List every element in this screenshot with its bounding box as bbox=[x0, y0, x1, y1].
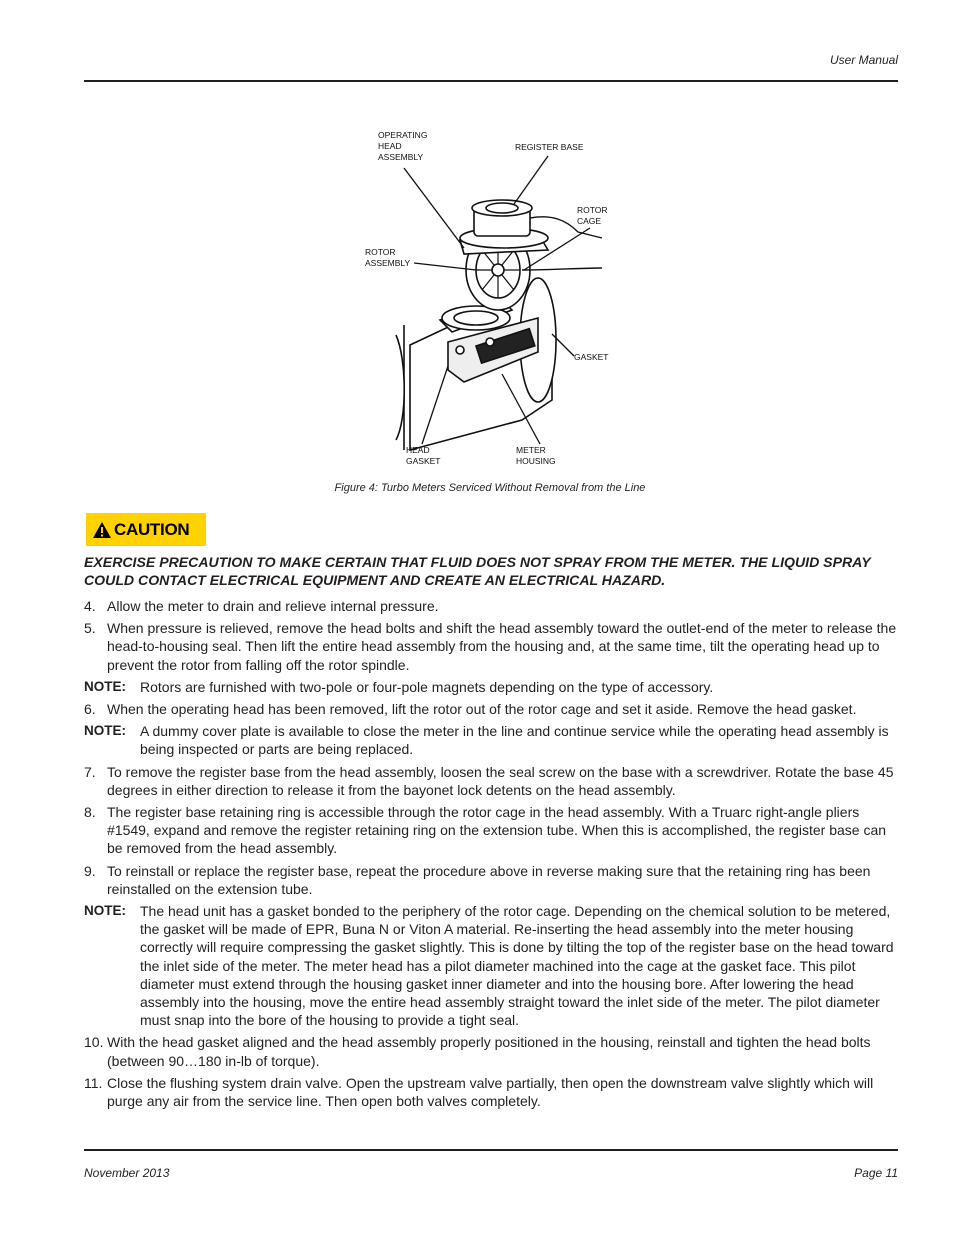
note-label: NOTE: bbox=[84, 678, 126, 694]
note-rotor-magnets bbox=[84, 678, 902, 696]
step-number: 9. bbox=[84, 862, 96, 879]
figure-caption: Figure 4: Turbo Meters Serviced Without Removal from the Line bbox=[334, 482, 646, 494]
label-register-base: REGISTER BASE bbox=[515, 142, 584, 152]
header-rule bbox=[84, 80, 898, 82]
warning-triangle-icon bbox=[92, 521, 112, 539]
label-head-gasket: HEAD GASKET bbox=[406, 445, 441, 466]
label-operating-head-assembly: OPERATING HEAD ASSEMBLY bbox=[378, 130, 428, 162]
caution-banner bbox=[86, 513, 206, 546]
step-text: Close the flushing system drain valve. Open the upstream valve partially, then open the downstream valve slightly which will purge any air from the service line. Then open both valves completely. bbox=[107, 1074, 874, 1110]
step-number: 11. bbox=[84, 1074, 103, 1091]
step-text: When pressure is relieved, remove the head bolts and shift the head assembly toward the outlet-end of the meter to release the head-to-housing seal. Then lift the entire head assembly from the housing and, at the same time, tilt the operating head up to prevent the rotor from falling off the rotor spindle. bbox=[107, 620, 897, 673]
step-text: Allow the meter to drain and relieve internal pressure. bbox=[107, 598, 439, 614]
step-text: The register base retaining ring is accessible through the rotor cage in the head assembly. With a Truarc right-angle pliers #1549, expand and remove the register retaining ring on the extension tube. When this is accomplished, the register base can be removed from the head assembly. bbox=[107, 804, 887, 857]
step-10 bbox=[84, 1033, 902, 1069]
step-9 bbox=[84, 862, 902, 898]
step-number: 7. bbox=[84, 763, 96, 780]
step-6 bbox=[84, 700, 902, 718]
note-label: NOTE: bbox=[84, 903, 126, 919]
note-text: A dummy cover plate is available to close the meter in the line and continue service while the operating head assembly is being inspected or parts are being replaced. bbox=[140, 723, 889, 758]
step-text: To remove the register base from the head assembly, loosen the seal screw on the base with a screwdriver. Rotate the base 45 degrees in either direction to release it from the bayonet lock detents on the head assembly. bbox=[107, 763, 894, 798]
step-number: 6. bbox=[84, 701, 96, 718]
step-text: To reinstall or replace the register base, repeat the procedure above in reverse making sure that the retaining ring has been reinstalled on the extension tube. bbox=[107, 862, 871, 897]
caution-label: CAUTION bbox=[114, 519, 190, 539]
step-text: With the head gasket aligned and the head assembly properly positioned in the housing, reinstall and tighten the head bolts (between 90…180 in-lb of torque). bbox=[107, 1034, 871, 1069]
note-head-gasket bbox=[84, 902, 902, 1029]
page-number: Page 11 bbox=[854, 1166, 898, 1180]
footer-date: November 2013 bbox=[84, 1166, 170, 1180]
note-text: The head unit has a gasket bonded to the periphery of the rotor cage. Depending on the chemical solution to be metered, the gasket will be made of EPR, Buna N or Viton A material. Re-inserting the head assembly into the meter housing correctly will require compressing the gasket slightly. This is done by tilting the top of the register base on the head toward the inlet side of the meter. The meter head has a pilot diameter machined into the cage at the gasket face. This pilot diameter must extend through the housing gasket inner diameter and into the housing bore. After lowering the head assembly into the housing, move the entire head assembly straight toward the inlet side of the meter. The pilot diameter must snap into the bore of the housing to provide a tight seal. bbox=[140, 903, 894, 1029]
step-number: 5. bbox=[84, 620, 96, 637]
step-text: When the operating head has been removed, lift the rotor out of the rotor cage and set it aside. Remove the head gasket. bbox=[107, 701, 857, 718]
step-7 bbox=[84, 763, 902, 799]
turbo-meter-illustration bbox=[352, 120, 632, 475]
label-rotor-cage: ROTOR CAGE bbox=[577, 205, 608, 226]
note-label: NOTE: bbox=[84, 723, 126, 739]
step-8 bbox=[84, 803, 902, 858]
caution-text: EXERCISE PRECAUTION TO MAKE CERTAIN THAT FLUID DOES NOT SPRAY FROM THE METER. THE LIQUID SPRAY COULD CONTACT ELECTRICAL EQUIPMENT AND CREATE AN ELECTRICAL HAZARD. bbox=[84, 554, 871, 588]
procedure-list bbox=[84, 597, 902, 1114]
step-5 bbox=[84, 619, 902, 674]
step-4 bbox=[84, 597, 902, 615]
step-number: 10. bbox=[84, 1034, 104, 1051]
step-number: 4. bbox=[84, 598, 96, 614]
note-dummy-cover-plate bbox=[84, 722, 902, 758]
note-text: Rotors are furnished with two-pole or four-pole magnets depending on the type of accessory. bbox=[140, 678, 714, 695]
turbo-meter-figure bbox=[352, 120, 632, 475]
footer-rule bbox=[84, 1149, 898, 1151]
running-header: User Manual bbox=[829, 53, 898, 67]
step-11 bbox=[84, 1074, 902, 1110]
label-rotor-assembly: ROTOR ASSEMBLY bbox=[365, 247, 411, 268]
step-number: 8. bbox=[84, 804, 96, 821]
label-meter-housing: METER HOUSING bbox=[516, 445, 556, 466]
label-gasket: GASKET bbox=[574, 352, 609, 362]
